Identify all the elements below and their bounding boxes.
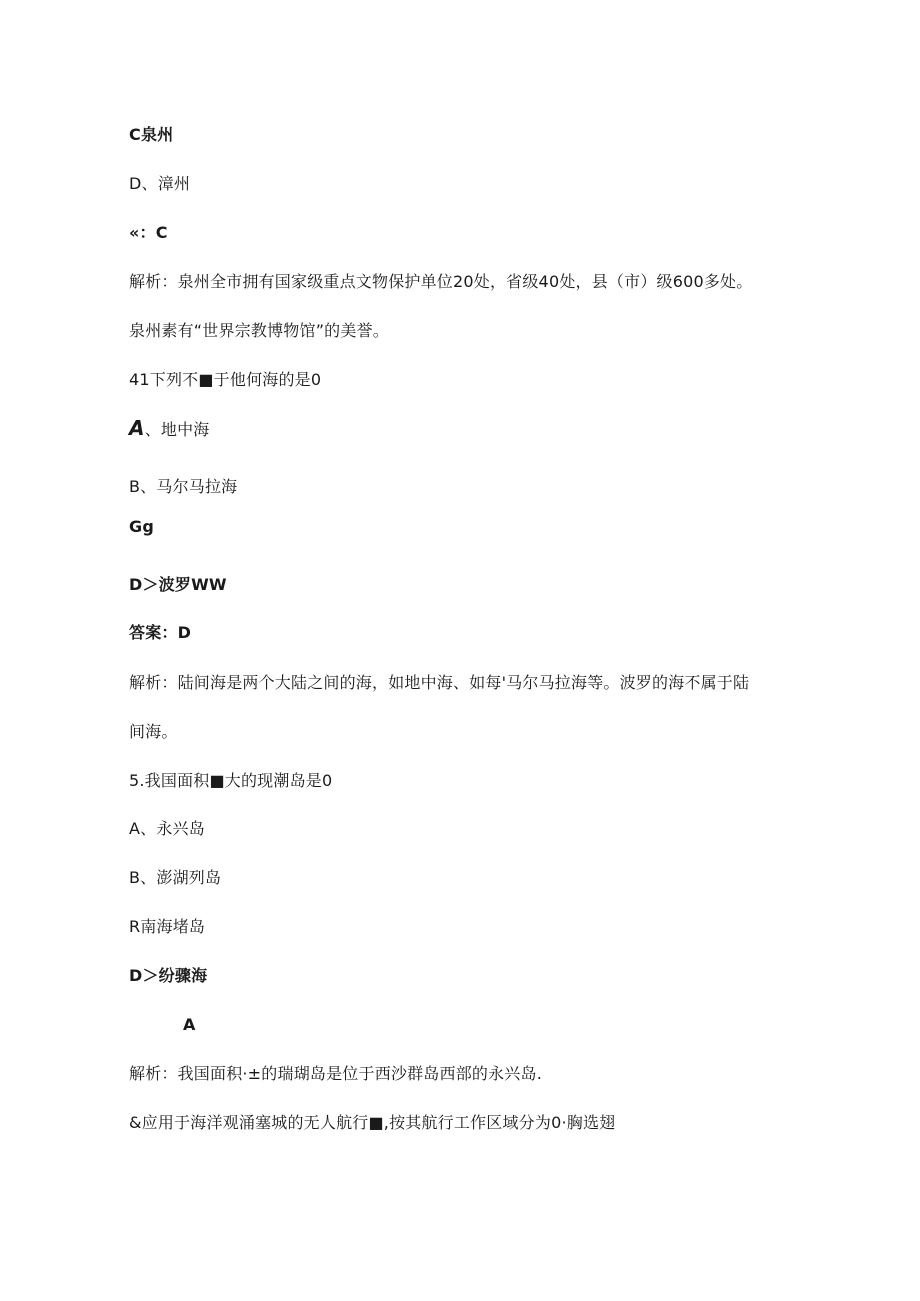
question-6: &应用于海洋观涌塞城的无人航行■,按其航行工作区域分为0·胸选翅 bbox=[129, 1113, 616, 1132]
answer-line-q5: A bbox=[183, 1015, 196, 1034]
option-d-baltic: D＞波罗WW bbox=[129, 575, 227, 594]
explanation-q3-line2: 泉州素有“世界宗教博物馆”的美誉。 bbox=[129, 321, 389, 340]
explanation-q41-line1: 解析：陆间海是两个大陆之间的海，如地中海、如每'马尔马拉海等。波罗的海不属于陆 bbox=[129, 673, 750, 692]
option-a-text: 、地中海 bbox=[144, 420, 210, 439]
option-a-letter: A bbox=[129, 416, 145, 440]
explanation-q3-line1: 解析：泉州全市拥有国家级重点文物保护单位20处，省级40处，县（市）级600多处。 bbox=[129, 272, 753, 291]
option-d-garbled: D＞纷骤海 bbox=[129, 966, 208, 985]
option-c-nanhai: R南海堵岛 bbox=[129, 917, 206, 936]
option-d-zhangzhou: D、漳州 bbox=[129, 174, 191, 193]
option-c-garbled: Gg bbox=[129, 517, 154, 536]
option-c-quanzhou: C泉州 bbox=[129, 125, 174, 144]
answer-line-q3: «：C bbox=[129, 223, 168, 242]
option-b-marmara: B、马尔马拉海 bbox=[129, 477, 238, 496]
question-41: 41下列不■于他何海的是0 bbox=[129, 370, 322, 389]
option-a-mediterranean bbox=[129, 417, 210, 441]
option-a-yongxing: A、永兴岛 bbox=[129, 819, 205, 838]
explanation-q5: 解析：我国面积·±的瑞瑚岛是位于西沙群岛西部的永兴岛. bbox=[129, 1064, 542, 1083]
question-5: 5.我国面积■大的现潮岛是0 bbox=[129, 771, 333, 790]
option-b-penghu: B、澎湖列岛 bbox=[129, 868, 222, 887]
answer-line-q41: 答案：D bbox=[129, 623, 192, 642]
explanation-q41-line2: 间海。 bbox=[129, 722, 178, 741]
